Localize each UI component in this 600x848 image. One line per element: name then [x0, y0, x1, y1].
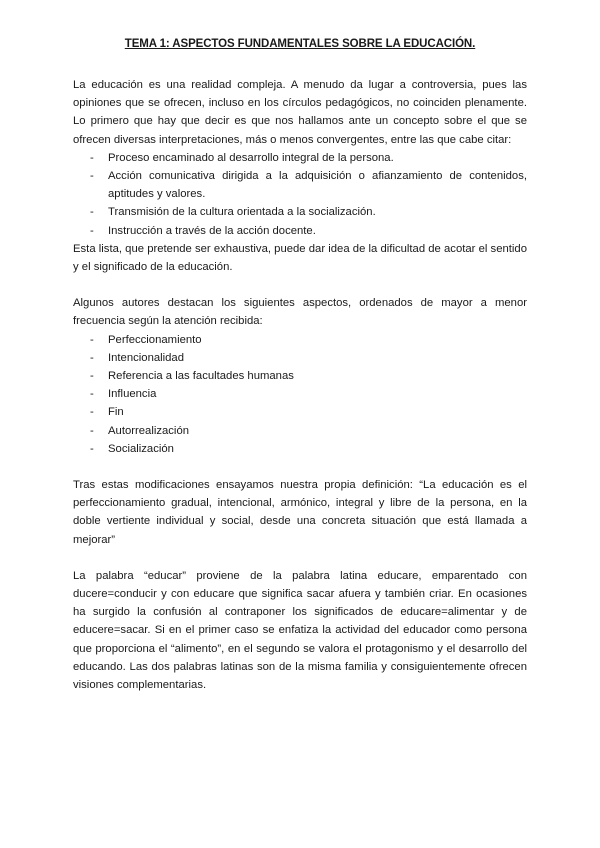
list-item: - Intencionalidad [73, 349, 527, 367]
list-item: - Referencia a las facultades humanas [73, 367, 527, 385]
list-item: - Influencia [73, 385, 527, 403]
authors-paragraph: Algunos autores destacan los siguientes aspectos, ordenados de mayor a menor frecuencia según la atención recibida: [73, 297, 527, 328]
intro-paragraph: La educación es una realidad compleja. A menudo da lugar a controversia, pues las opiniones que se ofrecen, incluso en los círculos pedagógicos, no coinciden plenamente. Lo primero que hay que decir es que nos hallamos ante un concepto sobre el que se ofrecen diversas interpretaciones, más o menos convergentes, entre las que cabe citar: [73, 79, 527, 146]
interpretations-list [73, 149, 527, 240]
document-title: TEMA 1: ASPECTOS FUNDAMENTALES SOBRE LA EDUCACIÓN. [124, 38, 476, 50]
etymology-paragraph: La palabra “educar” proviene de la palabra latina educare, emparentado con ducere=conducir y con educare que significa sacar afuera y también criar. En ocasiones ha surgido la confusión al contraponer los significados de educare=alimentar y de educere=sacar. Si en el primer caso se enfatiza la actividad del educador como persona que proporciona el “alimento”, en el segundo se valora el protagonismo y el desarrollo del educando. Las dos palabras latinas son de la misma familia y consiguientemente ofrecen visiones complementarias. [73, 569, 527, 692]
list-item: - Proceso encaminado al desarrollo integral de la persona. [73, 149, 527, 167]
list-item: - Acción comunicativa dirigida a la adquisición o afianzamiento de contenidos, aptitudes y valores. [73, 167, 527, 203]
document-page [73, 30, 527, 694]
list-item: - Perfeccionamiento [73, 331, 527, 349]
list-item: - Autorrealización [73, 422, 527, 440]
list-item: - Fin [73, 403, 527, 421]
list-item: - Transmisión de la cultura orientada a la socialización. [73, 203, 527, 221]
aspects-list [73, 331, 527, 458]
definition-paragraph: Tras estas modificaciones ensayamos nuestra propia definición: “La educación es el perfeccionamiento gradual, intencional, armónico, integral y libre de la persona, en la doble vertiente individual y social, desde una concreta situación que está llamada a mejorar” [73, 479, 527, 546]
list-item: - Socialización [73, 440, 527, 458]
after-list-paragraph: Esta lista, que pretende ser exhaustiva, puede dar idea de la dificultad de acotar el sentido y el significado de la educación. [73, 242, 527, 274]
list-item: - Instrucción a través de la acción docente. [73, 222, 527, 240]
